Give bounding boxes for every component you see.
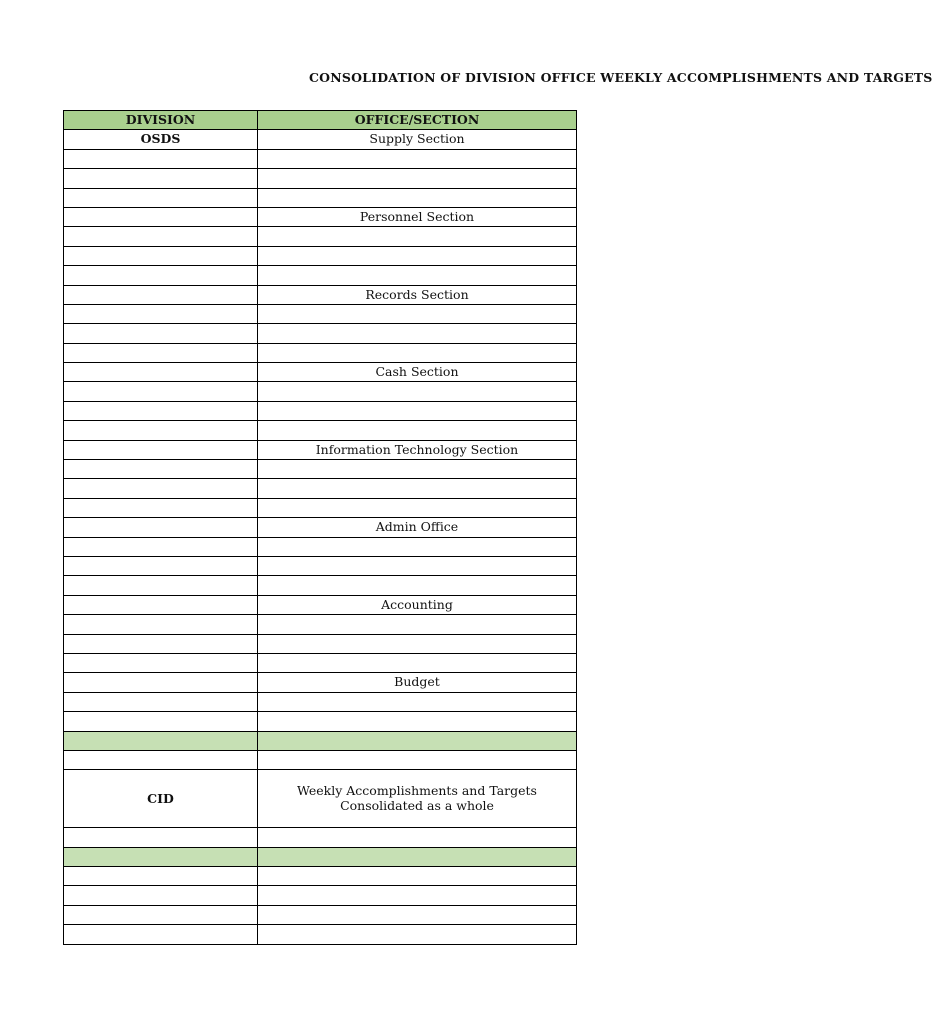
table-row xyxy=(64,556,577,575)
table-row xyxy=(64,363,577,382)
office-section-cell: Records Section xyxy=(258,285,577,304)
document-title: CONSOLIDATION OF DIVISION OFFICE WEEKLY ACCOMPLISHMENTS AND TARGETS xyxy=(309,70,933,85)
division-cell xyxy=(64,266,258,285)
table-row xyxy=(64,595,577,614)
table-row xyxy=(64,634,577,653)
table-row xyxy=(64,770,577,828)
office-section-cell xyxy=(258,246,577,265)
office-section-cell xyxy=(258,731,577,750)
office-section-cell: Information Technology Section xyxy=(258,440,577,459)
division-cell xyxy=(64,304,258,323)
office-section-cell xyxy=(258,537,577,556)
division-cell xyxy=(64,227,258,246)
office-section-cell xyxy=(258,227,577,246)
table-row xyxy=(64,867,577,886)
office-section-cell xyxy=(258,266,577,285)
table-row xyxy=(64,130,577,149)
table-row xyxy=(64,149,577,168)
table-body xyxy=(64,111,577,945)
office-section-cell xyxy=(258,304,577,323)
table-row xyxy=(64,479,577,498)
office-section-cell xyxy=(258,382,577,401)
office-section-cell xyxy=(258,712,577,731)
division-cell xyxy=(64,595,258,614)
division-cell xyxy=(64,556,258,575)
table-row xyxy=(64,847,577,866)
office-section-cell: Budget xyxy=(258,673,577,692)
table-row xyxy=(64,537,577,556)
office-section-cell xyxy=(258,479,577,498)
table-row xyxy=(64,692,577,711)
table-row xyxy=(64,440,577,459)
office-section-cell xyxy=(258,615,577,634)
table-row xyxy=(64,576,577,595)
office-section-cell: Weekly Accomplishments and Targets Consolidated as a whole xyxy=(258,770,577,828)
division-cell: CID xyxy=(64,770,258,828)
table-row xyxy=(64,227,577,246)
office-section-cell xyxy=(258,867,577,886)
division-cell xyxy=(64,537,258,556)
table-row xyxy=(64,712,577,731)
division-cell xyxy=(64,149,258,168)
table-row xyxy=(64,653,577,672)
office-section-cell xyxy=(258,576,577,595)
office-section-cell xyxy=(258,750,577,769)
table-row xyxy=(64,615,577,634)
office-section-cell xyxy=(258,692,577,711)
office-section-cell xyxy=(258,653,577,672)
division-cell xyxy=(64,343,258,362)
division-cell xyxy=(64,712,258,731)
division-column-header: DIVISION xyxy=(64,111,258,130)
division-cell xyxy=(64,731,258,750)
table-row xyxy=(64,750,577,769)
division-cell xyxy=(64,925,258,944)
division-cell xyxy=(64,401,258,420)
division-cell xyxy=(64,207,258,226)
division-cell xyxy=(64,692,258,711)
division-cell xyxy=(64,363,258,382)
office-section-cell xyxy=(258,401,577,420)
office-section-cell: Personnel Section xyxy=(258,207,577,226)
table-row xyxy=(64,905,577,924)
table-row xyxy=(64,401,577,420)
division-cell xyxy=(64,440,258,459)
division-cell xyxy=(64,246,258,265)
table-row xyxy=(64,285,577,304)
office-section-cell xyxy=(258,421,577,440)
division-cell xyxy=(64,421,258,440)
table-row xyxy=(64,169,577,188)
office-section-cell: Admin Office xyxy=(258,518,577,537)
division-cell xyxy=(64,324,258,343)
table-row xyxy=(64,304,577,323)
office-section-cell xyxy=(258,886,577,905)
division-cell xyxy=(64,653,258,672)
office-section-cell xyxy=(258,847,577,866)
office-section-cell xyxy=(258,169,577,188)
office-section-cell xyxy=(258,634,577,653)
office-section-cell xyxy=(258,149,577,168)
division-cell xyxy=(64,460,258,479)
division-cell xyxy=(64,673,258,692)
division-cell xyxy=(64,886,258,905)
division-cell xyxy=(64,634,258,653)
office-section-cell: Accounting xyxy=(258,595,577,614)
division-cell xyxy=(64,498,258,517)
office-section-cell xyxy=(258,556,577,575)
table-row xyxy=(64,460,577,479)
table-row xyxy=(64,673,577,692)
office-section-cell xyxy=(258,498,577,517)
table-row xyxy=(64,188,577,207)
division-cell xyxy=(64,750,258,769)
table-row xyxy=(64,886,577,905)
division-cell xyxy=(64,847,258,866)
table-row xyxy=(64,731,577,750)
office-section-cell xyxy=(258,905,577,924)
table-row xyxy=(64,498,577,517)
division-cell xyxy=(64,576,258,595)
table-row xyxy=(64,246,577,265)
table-row xyxy=(64,266,577,285)
table-row xyxy=(64,343,577,362)
division-cell xyxy=(64,188,258,207)
office-section-cell xyxy=(258,343,577,362)
table-row xyxy=(64,207,577,226)
office-section-cell xyxy=(258,460,577,479)
table-row xyxy=(64,925,577,944)
division-cell xyxy=(64,615,258,634)
consolidation-table xyxy=(63,110,577,945)
division-cell xyxy=(64,285,258,304)
table-row xyxy=(64,518,577,537)
office-column-header: OFFICE/SECTION xyxy=(258,111,577,130)
table-row xyxy=(64,324,577,343)
division-cell xyxy=(64,169,258,188)
division-cell xyxy=(64,867,258,886)
office-section-cell xyxy=(258,925,577,944)
table-row xyxy=(64,382,577,401)
office-section-cell xyxy=(258,188,577,207)
table-header-row xyxy=(64,111,577,130)
office-section-cell: Supply Section xyxy=(258,130,577,149)
division-cell xyxy=(64,518,258,537)
table-row xyxy=(64,421,577,440)
office-section-cell: Cash Section xyxy=(258,363,577,382)
division-cell xyxy=(64,479,258,498)
office-section-cell xyxy=(258,828,577,847)
division-cell xyxy=(64,905,258,924)
division-cell xyxy=(64,382,258,401)
table-row xyxy=(64,828,577,847)
division-cell: OSDS xyxy=(64,130,258,149)
office-section-cell xyxy=(258,324,577,343)
division-cell xyxy=(64,828,258,847)
